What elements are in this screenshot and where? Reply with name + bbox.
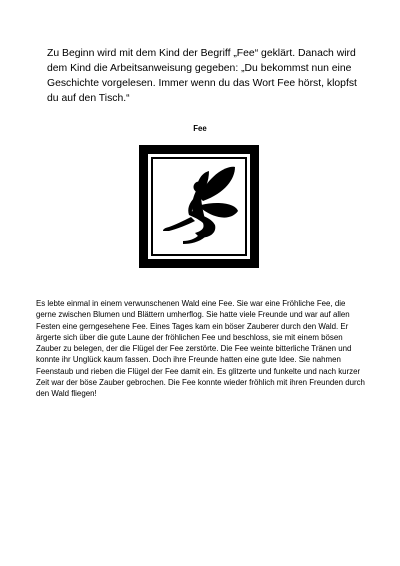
fairy-picture-frame (139, 145, 259, 268)
story-paragraph: Es lebte einmal in einem verwunschenen Wald eine Fee. Sie war eine Fröhliche Fee, die gerne zwischen Blumen und Blättern umherflog. Sie hatte viele Freunde und war auf allen Festen eine gerngesehene Fee. Eines Tages kam ein böser Zauberer durch den Wald. Er ärgerte sich über die gute Laune der fröhlichen Fee und beschloss, sie mit einem bösen Zauber zu belegen, der die Flügel der Fee zerstörte. Die Fee weinte bitterliche Tränen und konnte ihr Unglück kaum fassen. Doch ihre Freunde hatten eine gute Idee. Sie nahmen Feenstaub und rieben die Flügel der Fee damit ein. Es glitzerte und funkelte und nach kurzer Zeit war der böse Zauber gebrochen. Die Fee konnte wieder fröhlich mit ihren Freunden durch den Wald fliegen! (36, 299, 365, 399)
fairy-silhouette-icon (139, 145, 259, 268)
instruction-paragraph: Zu Beginn wird mit dem Kind der Begriff „Fee“ geklärt. Danach wird dem Kind die Arbeitsanweisung gegeben: „Du bekommst nun eine Geschichte vorgelesen. Immer wenn du das Wort Fee hörst, klopfst du auf den Tisch.“ (47, 48, 357, 104)
figure-caption: Fee (193, 124, 207, 133)
